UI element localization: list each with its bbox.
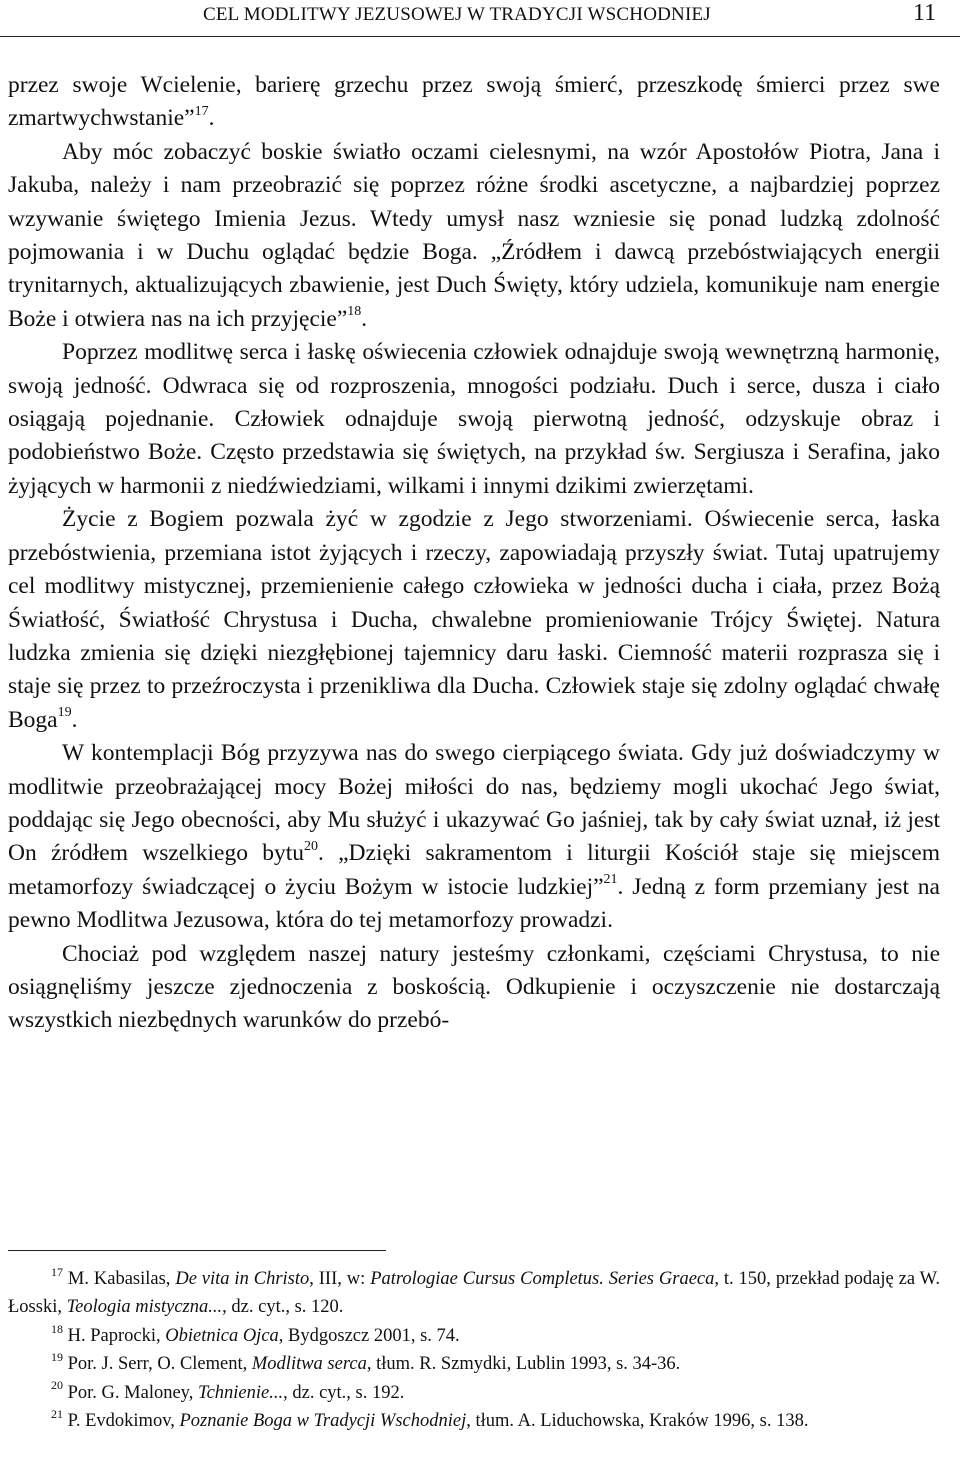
footnote-ref-20: 20 bbox=[303, 838, 318, 854]
footnote-17 bbox=[8, 1265, 940, 1322]
paragraph-5-text-a: W kontemplacji Bóg przyzywa nas do swego cierpiącego świata. Gdy już doświadczymy w modlitwie przeobrażającej mocy Bożej miłości do nas, będziemy mogli ukochać Jego świat, poddając się Jego obecności, aby Mu służyć i ukazywać Go jaśniej, tak by cały świat uznał, iż jest On źródłem wszelkiego bytu bbox=[8, 740, 940, 867]
footnote-title: Teologia mistyczna... bbox=[66, 1297, 223, 1318]
paragraph-4-end: . bbox=[71, 706, 78, 733]
footnote-title: De vita in Christo bbox=[175, 1269, 310, 1289]
footnote-text: H. Paprocki, bbox=[63, 1325, 166, 1346]
footnote-ref-17: 17 bbox=[194, 103, 209, 119]
footnote-text: M. Kabasilas, bbox=[63, 1269, 176, 1289]
footnote-text: P. Evdokimov, bbox=[63, 1411, 180, 1432]
footnote-19 bbox=[8, 1350, 940, 1378]
footnote-title: Tchnienie... bbox=[197, 1382, 284, 1403]
footnote-number: 21 bbox=[51, 1406, 63, 1421]
paragraph-4-text: Życie z Bogiem pozwala żyć w zgodzie z Jego stworzeniami. Oświecenie serca, łaska przebóstwienia, przemiana istot żyjących i rzeczy, zapowiadają przyszły świat. Tutaj upatrujemy cel modlitwy mistycznej, przemienienie całego człowieka w jedności ducha i ciała, przez Bożą Światłość, Światłość Chrystusa i Ducha, chwalebne promieniowanie Trójcy Świętej. Natura ludzka zmienia się dzięki niezgłębionej tajemnicy daru łaski. Ciemność materii rozprasza się i staje się przez to przeźroczysta i przenikliwa dla Ducha. Człowiek staje się zdolny oglądać chwałę Boga bbox=[8, 506, 940, 733]
footnote-number: 17 bbox=[51, 1264, 63, 1279]
paragraph-2 bbox=[8, 136, 940, 336]
footnote-text: Por. J. Serr, O. Clement, bbox=[63, 1354, 252, 1375]
header-title: CEL MODLITWY JEZUSOWEJ W TRADYCJI WSCHODNIEJ bbox=[203, 4, 711, 25]
paragraph-5-text-b: . „Dzięki sakramentom i liturgii Kościół staje się miejscem metamorfozy świadczącej o życiu Bożym w istocie ludzkiej” bbox=[8, 840, 940, 900]
footnote-text: , dz. cyt., s. 192. bbox=[283, 1382, 405, 1403]
paragraph-1-text: przez swoje Wcielenie, barierę grzechu przez swoją śmierć, przeszkodę śmierci przez swe zmartwychwstanie” bbox=[8, 72, 940, 132]
footnote-ref-19: 19 bbox=[57, 704, 72, 720]
paragraph-2-text: Aby móc zobaczyć boskie światło oczami cielesnymi, na wzór Apostołów Piotra, Jana i Jakuba, należy i nam przeobrazić się poprzez różne środki ascetyczne, a najbardziej poprzez wzywanie świętego Imienia Jezus. Wtedy umysł nasz wzniesie się ponad ludzką zdolność pojmowania i w Duchu oglądać będzie Boga. „Źródłem i dawcą przebóstwiających energii trynitarnych, aktualizujących zbawienie, jest Duch Święty, który udziela, komunikuje nam energie Boże i otwiera nas na ich przyjęcie” bbox=[8, 138, 940, 332]
footnote-text: , Bydgoszcz 2001, s. 74. bbox=[278, 1325, 460, 1346]
paragraph-5-text-c: . Jedną z form przemiany jest na pewno Modlitwa Jezusowa, która do tej metamorfozy prowadzi. bbox=[8, 873, 940, 934]
paragraph-4 bbox=[8, 503, 940, 737]
footnotes bbox=[8, 1265, 940, 1435]
page-number: 11 bbox=[913, 0, 937, 26]
footnote-21 bbox=[8, 1407, 940, 1435]
footnote-number: 20 bbox=[51, 1378, 63, 1393]
footnote-text: Por. G. Maloney, bbox=[63, 1382, 198, 1403]
body-text bbox=[8, 69, 940, 1038]
footnote-ref-18: 18 bbox=[347, 304, 362, 320]
footnote-title: Obietnica Ojca bbox=[165, 1325, 279, 1346]
footnote-number: 18 bbox=[51, 1321, 63, 1336]
footnote-separator bbox=[8, 1250, 386, 1251]
footnote-title: Modlitwa serca bbox=[251, 1354, 367, 1375]
footnote-text: , tłum. A. Liduchowska, Kraków 1996, s. 138. bbox=[466, 1411, 809, 1432]
paragraph-1 bbox=[8, 69, 940, 136]
footnote-number: 19 bbox=[51, 1350, 63, 1365]
footnote-20 bbox=[8, 1379, 940, 1407]
footnote-text: , dz. cyt., s. 120. bbox=[222, 1297, 344, 1318]
footnote-title: Patrologiae Cursus Completus. Series Graeca bbox=[370, 1269, 715, 1289]
footnote-18 bbox=[8, 1322, 940, 1350]
footnote-text: , tłum. R. Szmydki, Lublin 1993, s. 34-36. bbox=[366, 1354, 681, 1375]
paragraph-1-end: . bbox=[208, 105, 215, 132]
running-header bbox=[0, 0, 960, 37]
paragraph-2-end: . bbox=[361, 305, 368, 332]
footnote-ref-21: 21 bbox=[603, 871, 618, 887]
paragraph-5 bbox=[8, 737, 940, 937]
paragraph-3: Poprzez modlitwę serca i łaskę oświecenia człowiek odnajduje swoją wewnętrzną harmonię, swoją jedność. Odwraca się od rozproszenia, mnogości podziału. Duch i serce, dusza i ciało osiągają pojednanie. Człowiek odnajduje swoją pierwotną jedność, odzyskuje obraz i podobieństwo Boże. Często przedstawia się świętych, na przykład św. Sergiusza i Serafina, jako żyjących w harmonii z niedźwiedziami, wilkami i innymi dzikimi zwierzętami. bbox=[8, 339, 940, 499]
footnote-text: , t. 150, przekład podaję za W. Łosski, bbox=[8, 1269, 941, 1318]
footnote-title: Poznanie Boga w Tradycji Wschodniej bbox=[179, 1411, 467, 1432]
footnote-text: , III, w: bbox=[309, 1269, 371, 1289]
paragraph-6: Chociaż pod względem naszej natury jesteśmy członkami, częściami Chrystusa, to nie osiągnęliśmy jeszcze zjednoczenia z boskością. Odkupienie i oczyszczenie nie dostarczają wszystkich niezbędnych warunków do przebó- bbox=[8, 940, 940, 1034]
